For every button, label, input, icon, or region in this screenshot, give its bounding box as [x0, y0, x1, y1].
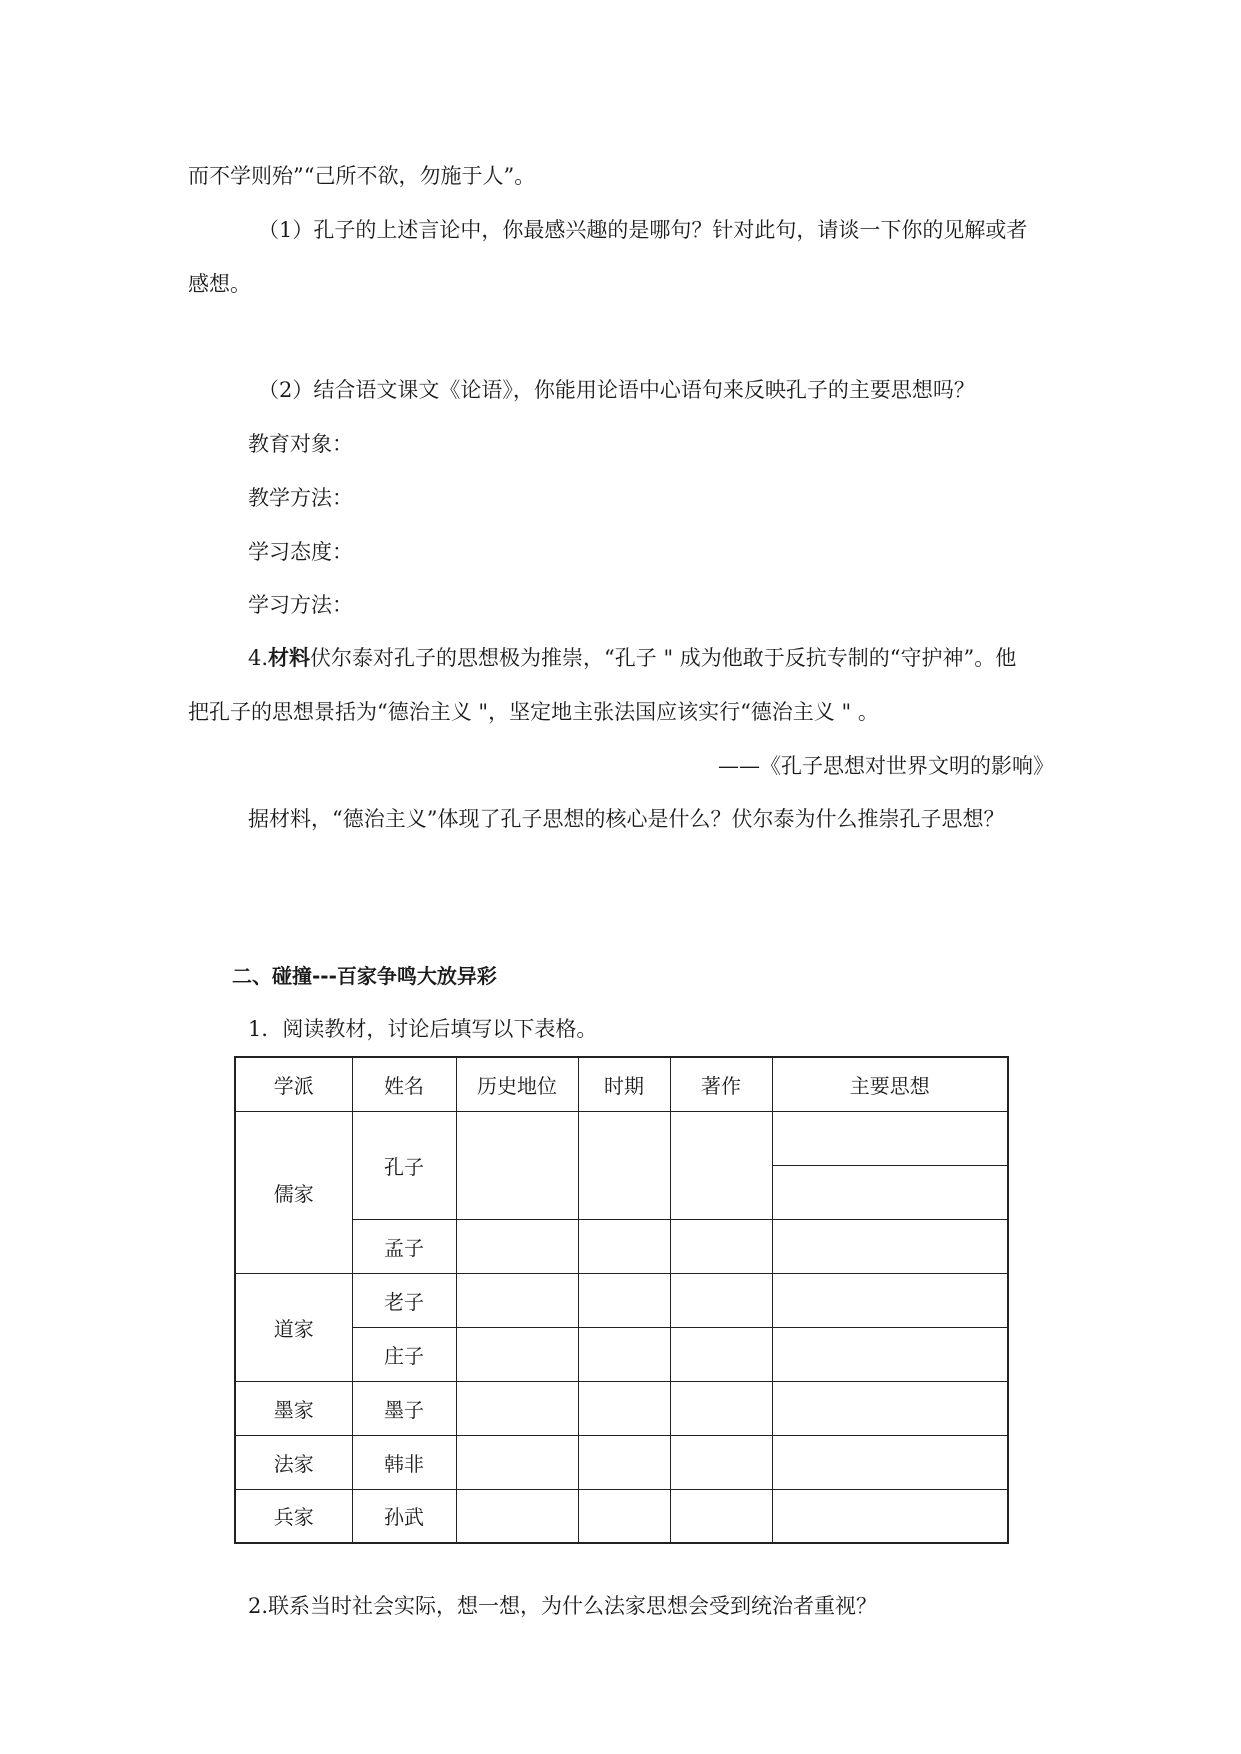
table-row — [235, 1489, 1008, 1543]
field-education-target: 教育对象： — [248, 432, 353, 456]
section-2-title: 二、碰撞---百家争鸣大放异彩 — [232, 964, 497, 988]
blank-cell[interactable] — [578, 1111, 670, 1219]
table-header-row — [235, 1057, 1008, 1111]
header-works: 著作 — [670, 1057, 772, 1111]
school-military: 兵家 — [235, 1489, 352, 1543]
blank-cell[interactable] — [578, 1273, 670, 1327]
question-2: （2）结合语文课文《论语》，你能用论语中心语句来反映孔子的主要思想吗？ — [258, 378, 975, 402]
name-mengzi: 孟子 — [352, 1219, 456, 1273]
schools-table — [234, 1056, 1009, 1544]
blank-cell[interactable] — [456, 1327, 578, 1381]
name-mozi: 墨子 — [352, 1381, 456, 1435]
blank-cell[interactable] — [772, 1219, 1008, 1273]
blank-cell[interactable] — [670, 1273, 772, 1327]
header-school: 学派 — [235, 1057, 352, 1111]
name-hanfei: 韩非 — [352, 1435, 456, 1489]
intro-line: 而不学则殆”“己所不欲，勿施于人”。 — [188, 164, 536, 188]
blank-cell[interactable] — [670, 1219, 772, 1273]
blank-cell[interactable] — [578, 1381, 670, 1435]
blank-cell[interactable] — [456, 1219, 578, 1273]
question-4-question: 据材料，“德治主义”体现了孔子思想的核心是什么？伏尔泰为什么推崇孔子思想？ — [248, 807, 1005, 831]
blank-cell[interactable] — [670, 1489, 772, 1543]
blank-cell[interactable] — [578, 1489, 670, 1543]
blank-cell[interactable] — [456, 1273, 578, 1327]
header-name: 姓名 — [352, 1057, 456, 1111]
header-historical-status: 历史地位 — [456, 1057, 578, 1111]
blank-cell[interactable] — [772, 1489, 1008, 1543]
name-kongzi: 孔子 — [352, 1111, 456, 1219]
field-teaching-method: 教学方法： — [248, 486, 353, 510]
field-learning-method: 学习方法： — [248, 593, 353, 617]
field-learning-attitude: 学习态度： — [248, 540, 353, 564]
blank-cell[interactable] — [456, 1489, 578, 1543]
blank-cell[interactable] — [670, 1381, 772, 1435]
table-row — [235, 1381, 1008, 1435]
blank-cell[interactable] — [578, 1435, 670, 1489]
question-4-number: 4. — [248, 646, 269, 670]
table-row — [235, 1273, 1008, 1327]
blank-cell[interactable] — [456, 1381, 578, 1435]
question-1-line-1: （1）孔子的上述言论中，你最感兴趣的是哪句？针对此句，请谈一下你的见解或者 — [258, 218, 1028, 242]
question-4-line-2: 把孔子的思想景括为“德治主义 "，坚定地主张法国应该实行“德治主义 " 。 — [188, 700, 879, 724]
header-period: 时期 — [578, 1057, 670, 1111]
school-legalism: 法家 — [235, 1435, 352, 1489]
table-row — [235, 1111, 1008, 1165]
blank-cell[interactable] — [772, 1111, 1008, 1165]
blank-cell[interactable] — [670, 1111, 772, 1219]
material-label: 材料 — [268, 645, 311, 670]
school-confucianism: 儒家 — [235, 1111, 352, 1273]
school-mohism: 墨家 — [235, 1381, 352, 1435]
task-2: 2.联系当时社会实际，想一想，为什么法家思想会受到统治者重视？ — [248, 1594, 878, 1618]
blank-cell[interactable] — [772, 1165, 1008, 1219]
question-1-line-2: 感想。 — [188, 272, 251, 296]
question-4-line-1 — [248, 644, 1016, 672]
blank-cell[interactable] — [456, 1435, 578, 1489]
material-source: ——《孔子思想对世界文明的影响》 — [718, 754, 1054, 778]
blank-cell[interactable] — [578, 1327, 670, 1381]
blank-cell[interactable] — [578, 1219, 670, 1273]
blank-cell[interactable] — [456, 1111, 578, 1219]
table-row — [235, 1435, 1008, 1489]
blank-cell[interactable] — [772, 1435, 1008, 1489]
blank-cell[interactable] — [670, 1327, 772, 1381]
name-laozi: 老子 — [352, 1273, 456, 1327]
name-sunwu: 孙武 — [352, 1489, 456, 1543]
blank-cell[interactable] — [670, 1435, 772, 1489]
blank-cell[interactable] — [772, 1273, 1008, 1327]
blank-cell[interactable] — [772, 1327, 1008, 1381]
question-4-text: 伏尔泰对孔子的思想极为推崇，“孔子 " 成为他敢于反抗专制的“守护神”。他 — [310, 646, 1017, 670]
task-1: 1．阅读教材，讨论后填写以下表格。 — [248, 1017, 598, 1041]
blank-cell[interactable] — [772, 1381, 1008, 1435]
school-daoism: 道家 — [235, 1273, 352, 1381]
header-main-thought: 主要思想 — [772, 1057, 1008, 1111]
name-zhuangzi: 庄子 — [352, 1327, 456, 1381]
